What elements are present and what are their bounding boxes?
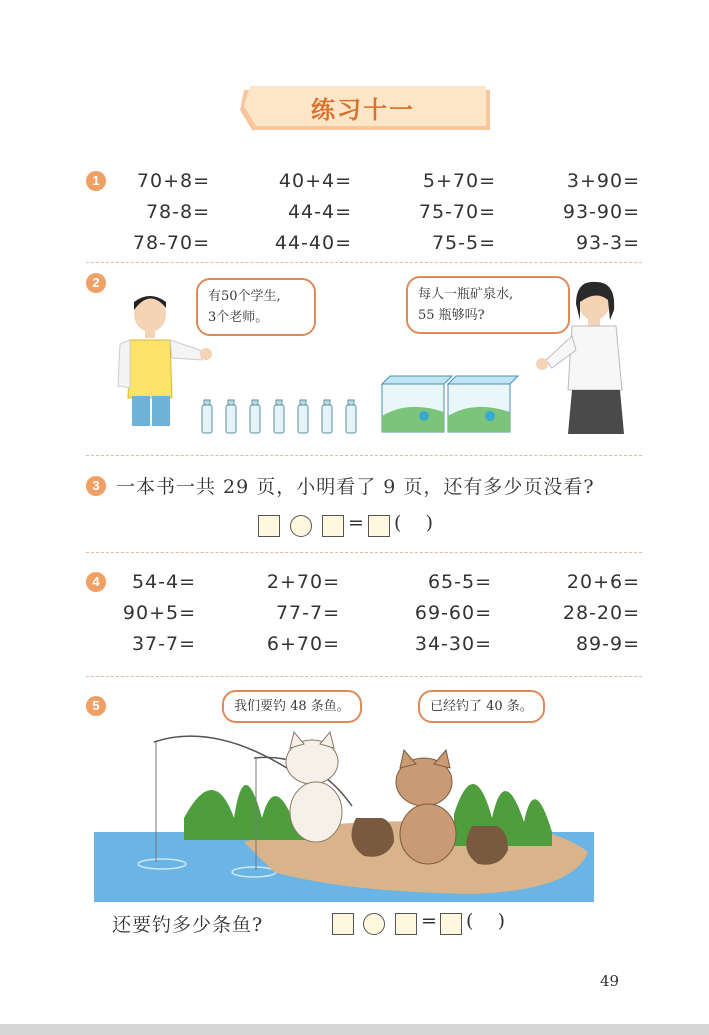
speech-line: 55 瓶够吗?: [418, 308, 485, 323]
title-banner: [232, 86, 494, 132]
section-divider: [86, 676, 642, 677]
equation: 44-4=: [287, 201, 352, 223]
operator-circle[interactable]: [290, 515, 312, 537]
equation: 78-70=: [132, 232, 210, 254]
exercise-2-badge: 2: [86, 273, 106, 293]
equation: 93-3=: [575, 232, 640, 254]
equation: 5+70=: [422, 170, 496, 192]
equation: 89-9=: [575, 633, 640, 655]
exercise-5-badge: 5: [86, 696, 106, 716]
equals-sign: =: [348, 512, 364, 534]
unit-paren[interactable]: ( ): [394, 512, 433, 534]
equation: 65-5=: [427, 571, 492, 593]
page-number: 49: [600, 972, 620, 990]
answer-box[interactable]: [258, 515, 280, 537]
speech-line: 每人一瓶矿泉水,: [418, 287, 514, 302]
bottom-strip: [0, 1024, 709, 1035]
equation: 70+8=: [136, 170, 210, 192]
equation: 77-7=: [275, 602, 340, 624]
exercise-1-badge: 1: [86, 171, 106, 191]
cat2-speech-bubble: 已经钓了 40 条。: [418, 690, 545, 723]
equation: 75-70=: [418, 201, 496, 223]
equation: 6+70=: [266, 633, 340, 655]
speech-line: 3个老师。: [208, 310, 269, 325]
answer-box[interactable]: [322, 515, 344, 537]
equation: 3+90=: [566, 170, 640, 192]
section-divider: [86, 552, 642, 553]
water-boxes: [378, 372, 522, 436]
equation: 78-8=: [145, 201, 210, 223]
cat1-speech-bubble: 我们要钓 48 条鱼。: [222, 690, 362, 723]
answer-box[interactable]: [368, 515, 390, 537]
equation: 54-4=: [131, 571, 196, 593]
answer-box[interactable]: [332, 913, 354, 935]
equals-sign: =: [421, 910, 437, 932]
equation: 90+5=: [122, 602, 196, 624]
answer-box[interactable]: [440, 913, 462, 935]
teacher-illustration: [532, 280, 644, 436]
equation: 34-30=: [414, 633, 492, 655]
equation: 20+6=: [566, 571, 640, 593]
equation: 28-20=: [562, 602, 640, 624]
exercise-4-badge: 4: [86, 572, 106, 592]
equation: 44-40=: [274, 232, 352, 254]
equation: 2+70=: [266, 571, 340, 593]
word-problem: 一本书一共 29 页，小明看了 9 页，还有多少页没看?: [116, 476, 595, 498]
exercise-3-badge: 3: [86, 476, 106, 496]
word-problem: 还要钓多少条鱼?: [112, 914, 264, 936]
equation: 37-7=: [131, 633, 196, 655]
fishing-scene-illustration: [94, 722, 594, 902]
page-title: 练习十一: [311, 95, 415, 124]
equation: 75-5=: [431, 232, 496, 254]
operator-circle[interactable]: [363, 913, 385, 935]
equation: 69-60=: [414, 602, 492, 624]
speech-line: 有50个学生,: [208, 289, 281, 304]
unit-paren[interactable]: ( ): [466, 910, 505, 932]
answer-box[interactable]: [395, 913, 417, 935]
equation: 93-90=: [562, 201, 640, 223]
equation: 40+4=: [278, 170, 352, 192]
section-divider: [86, 455, 642, 456]
boy-speech-bubble: [196, 278, 316, 336]
section-divider: [86, 262, 642, 263]
water-bottles: [200, 398, 370, 436]
